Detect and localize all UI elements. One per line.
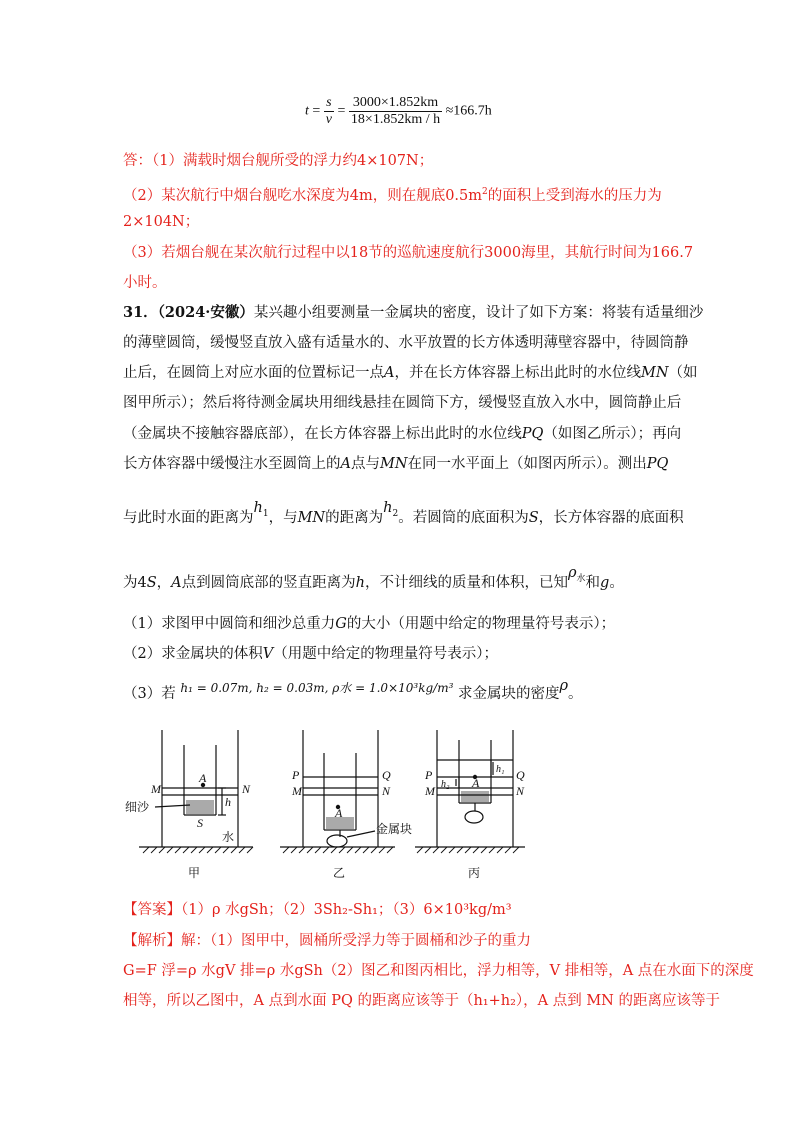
label-Q-bing: Q [516,768,525,782]
analysis-line-2: G=F 浮=ρ 水gV 排=ρ 水gSh（2）图乙和图丙相比，浮力相等，V 排相等，A 点在水面下的深度 [123,963,754,979]
question-31-line-1: 31．（2024·安徽）某兴趣小组要测量一金属块的密度，设计了如下方案：将装有适量细沙 [123,304,704,321]
caption-bing: 丙 [468,866,481,880]
label-M-yi: M [292,784,302,798]
analysis-line-3: 相等，所以乙图中，A 点到水面 PQ 的距离应该等于（h₁+h₂），A 点到 MN 的距离应该等于 [123,993,720,1009]
label-h1-bing: h₁ [496,764,505,775]
question-31-line-8: 为4S，A点到圆筒底部的竖直距离为h，不计细线的质量和体积，已知$\rho_水$和g。 [123,565,624,591]
label-water: 水 [222,830,235,844]
label-sand: 细沙 [125,800,150,814]
label-N-yi: N [382,784,391,798]
label-P-bing: P [425,768,433,782]
answer-line-2: （2）某次航行中烟台舰吃水深度为4m，则在舰底$0.5m^2$的面积上受到海水的压力为 [123,187,662,204]
sub-question-2: （2）求金属块的体积V（用题中给定的物理量符号表示）； [123,646,498,662]
label-N-bing: N [516,784,525,798]
label-M-bing: M [425,784,435,798]
label-A-bing: A [472,776,480,790]
answer-line-1: 答：（1）满载时烟台舰所受的浮力约4×107N； [123,153,434,169]
question-31-line-6: 长方体容器中缓慢注水至圆筒上的A点与MN在同一水平面上（如图丙所示）。测出PQ [123,456,669,472]
formula-lhs: t [305,103,309,119]
caption-yi: 乙 [333,866,346,880]
label-Q-yi: Q [382,768,391,782]
formula-frac-values: $\frac{3000\times 1.852km}{18\times 1.852km / h}$ [350,95,441,127]
label-A-jia: A [199,771,207,785]
sub-question-3: （3）若 $^{h_1 = 0.07m, h_2 = 0.03m, \rho 水 = 1.0\times 10^3kg/m^3}$ 求金属块的密度ρ。 [123,678,583,702]
answer-line-5: 小时。 [123,275,167,291]
formula-result: ≈166.7h [445,103,492,119]
answer-summary: 【答案】（1）ρ 水gSh；（2）3Sh₂-Sh₁；（3）6×10³kg/m³ [123,902,512,918]
experiment-diagram [125,725,525,885]
question-31-line-5: （金属块不接触容器底部），在长方体容器上标出此时的水位线PQ（如图乙所示）；再向 [123,426,682,442]
analysis-line-1: 【解析】解：（1）图甲中，圆桶所受浮力等于圆桶和沙子的重力 [123,933,531,949]
label-A-yi: A [335,806,343,820]
question-31-line-2: 的薄壁圆筒，缓慢竖直放入盛有适量水的、水平放置的长方体透明薄壁容器中，待圆筒静 [123,335,689,351]
question-31-line-3: 止后，在圆筒上对应水面的位置标记一点A，并在长方体容器上标出此时的水位线MN（如 [123,365,698,381]
sub-question-1: （1）求图甲中圆筒和细沙总重力G的大小（用题中给定的物理量符号表示）； [123,616,616,632]
answer-line-3: 2×104N； [123,214,200,230]
label-h2-bing: h₂ [441,779,450,790]
caption-jia: 甲 [188,866,201,880]
label-S-jia: S [197,816,203,830]
formula-frac-s-v: $\frac{s}{v}$ [325,95,333,127]
question-31-line-7: 与此时水面的距离为$h_1$，与MN的距离为$h_2$。若圆筒的底面积为S，长方体容器的底面积 [123,500,684,526]
label-M-jia: M [151,782,161,796]
label-N-jia: N [242,782,251,796]
label-P-yi: P [292,768,300,782]
given-values-formula: h₁ = 0.07m, h₂ = 0.03m, ρ水 = 1.0×10³kg/m³ [180,681,454,695]
question-31-line-4: 图甲所示）；然后将待测金属块用细线悬挂在圆筒下方，缓慢竖直放入水中，圆筒静止后 [123,395,682,411]
answer-line-4: （3）若烟台舰在某次航行过程中以18节的巡航速度航行3000海里，其航行时间为166.7 [123,245,694,261]
label-metal: 金属块 [376,822,413,836]
travel-time-formula: t = $\frac{s}{v}$ = $\frac{3000\times 1.852km}{18\times 1.852km / h}$ ≈166.7h [305,95,492,127]
label-h-jia: h [225,795,231,809]
